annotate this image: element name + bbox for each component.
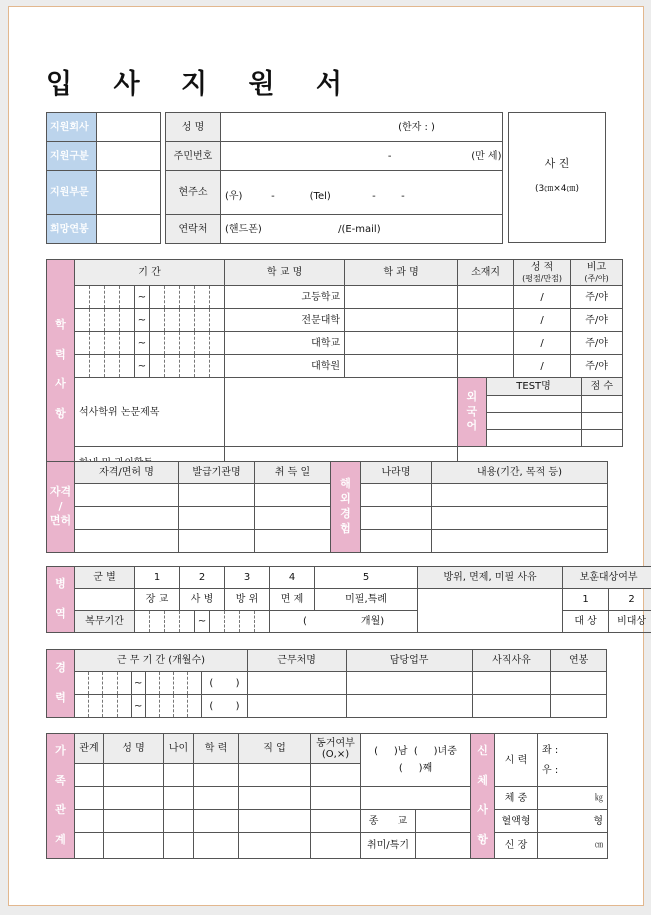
veteran-no[interactable]: 비대상 bbox=[609, 611, 651, 633]
school-header: 학 교 명 bbox=[225, 260, 345, 286]
veteran-header: 보훈대상여부 bbox=[563, 567, 651, 589]
service-months[interactable]: ( 개월) bbox=[270, 611, 418, 633]
relation-header: 관계 bbox=[75, 734, 104, 764]
annual-salary-header: 연봉 bbox=[551, 650, 607, 672]
unfulfilled-option[interactable]: 미필,특례 bbox=[315, 589, 418, 611]
military-table: 병 역 군 별 1 2 3 4 5 방위, 면제, 미필 사유 보훈대상여부 장 교 사 병 방 위 면 제 미필,특례 1 2 복무기간 ~ ( 개월) 대 상 비대상 bbox=[46, 566, 651, 633]
license-table bbox=[46, 461, 608, 553]
service-period-label: 복무기간 bbox=[75, 611, 135, 633]
salary-field[interactable] bbox=[97, 215, 161, 244]
military-type-label: 군 별 bbox=[75, 567, 135, 589]
religion-field[interactable] bbox=[416, 810, 471, 833]
thesis-field[interactable] bbox=[225, 378, 458, 447]
exemption-reason-header: 방위, 면제, 미필 사유 bbox=[418, 567, 563, 589]
exemption-reason-field[interactable] bbox=[418, 589, 563, 633]
foreign-side-label: 외 국 어 bbox=[458, 378, 486, 446]
country-header: 나라명 bbox=[361, 462, 432, 484]
rrn-label: 주민번호 bbox=[166, 142, 221, 171]
applicant-info-table bbox=[46, 112, 161, 244]
height-field[interactable]: ㎝ bbox=[538, 833, 608, 859]
tilde: ~ bbox=[135, 286, 150, 309]
period-header: 기 간 bbox=[75, 260, 225, 286]
overseas-content-header: 내용(기간, 목적 등) bbox=[432, 462, 608, 484]
rrn-dash: - bbox=[387, 150, 392, 162]
personal-info-table bbox=[165, 112, 503, 244]
department-field[interactable] bbox=[97, 171, 161, 215]
religion-label: 종 교 bbox=[361, 810, 416, 833]
name-label: 성 명 bbox=[166, 113, 221, 142]
family-edu-header: 학 력 bbox=[194, 734, 239, 764]
sibling-order[interactable]: ( )남 ( )녀중 ( )째 bbox=[361, 734, 471, 787]
grade-header: 성 적 (평점/만점) bbox=[514, 260, 571, 286]
family-job-header: 직 업 bbox=[239, 734, 311, 764]
exempt-option[interactable]: 면 제 bbox=[270, 589, 315, 611]
body-side-label: 신 체 사 항 bbox=[471, 734, 495, 859]
defense-option[interactable]: 방 위 bbox=[225, 589, 270, 611]
school-name-university[interactable]: 대학교 bbox=[225, 332, 345, 355]
vision-label: 시 력 bbox=[495, 734, 538, 787]
work-period-header: 근 무 기 간 (개월수) bbox=[75, 650, 247, 672]
weight-field[interactable]: ㎏ bbox=[538, 787, 608, 810]
contact-field[interactable]: (핸드폰) /(E-mail) bbox=[221, 215, 503, 244]
vision-field[interactable]: 좌 : 우 : bbox=[538, 734, 608, 787]
location-header: 소재지 bbox=[458, 260, 514, 286]
hobby-field[interactable] bbox=[416, 833, 471, 859]
education-row-highschool: ~ 고등학교 / 주/야 bbox=[47, 286, 623, 309]
blood-field[interactable]: 형 bbox=[538, 810, 608, 833]
school-name-highschool[interactable]: 고등학교 bbox=[225, 286, 345, 309]
foreign-language-table bbox=[458, 378, 622, 446]
name-field[interactable] bbox=[221, 113, 503, 142]
thesis-label: 석사학위 논문제목 bbox=[75, 378, 225, 447]
company-label: 지원회사 bbox=[47, 113, 97, 142]
issuer-header: 발급기관명 bbox=[179, 462, 255, 484]
employer-header: 근무처명 bbox=[247, 650, 346, 672]
education-side-label: 학 력 사 항 bbox=[47, 260, 75, 481]
address-label: 현주소 bbox=[166, 171, 221, 215]
officer-option[interactable]: 장 교 bbox=[135, 589, 180, 611]
soldier-option[interactable]: 사 병 bbox=[180, 589, 225, 611]
career-side-label: 경 력 bbox=[47, 650, 75, 718]
department-label: 지원부문 bbox=[47, 171, 97, 215]
education-row-graduate: ~ 대학원 / 주/야 bbox=[47, 355, 623, 378]
photo-size: (3㎝×4㎝) bbox=[534, 184, 580, 194]
major-header: 학 과 명 bbox=[345, 260, 458, 286]
duty-header: 담당업무 bbox=[346, 650, 472, 672]
veteran-yes[interactable]: 대 상 bbox=[563, 611, 609, 633]
family-name-header: 성 명 bbox=[104, 734, 164, 764]
school-name-college[interactable]: 전문대학 bbox=[225, 309, 345, 332]
form-title: 입 사 지 원 서 bbox=[46, 69, 359, 100]
hobby-label: 취미/특기 bbox=[361, 833, 416, 859]
contact-label: 연락처 bbox=[166, 215, 221, 244]
height-label: 신 장 bbox=[495, 833, 538, 859]
overseas-side-label: 해 외 경 험 bbox=[331, 462, 361, 553]
license-name-header: 자격/면허 명 bbox=[75, 462, 179, 484]
family-table bbox=[46, 733, 608, 859]
category-label: 지원구분 bbox=[47, 142, 97, 171]
category-field[interactable] bbox=[97, 142, 161, 171]
license-side-label: 자격 / 면허 bbox=[47, 462, 75, 553]
resign-reason-header: 사직사유 bbox=[472, 650, 551, 672]
name-hanja: (한자 : ) bbox=[398, 121, 435, 133]
age-field: (만 세) bbox=[471, 150, 502, 162]
career-table: 경 력 근 무 기 간 (개월수) 근무처명 담당업무 사직사유 연봉 ~ ( ) ~ ( ) bbox=[46, 649, 607, 718]
education-row-college: ~ 전문대학 / 주/야 bbox=[47, 309, 623, 332]
acquired-date-header: 취 득 일 bbox=[255, 462, 331, 484]
photo-box[interactable] bbox=[508, 112, 606, 243]
family-side-label: 가 족 관 계 bbox=[47, 734, 75, 859]
family-age-header: 나이 bbox=[164, 734, 194, 764]
cohabit-header: 동거여부 (O,×) bbox=[311, 734, 361, 764]
school-name-graduate[interactable]: 대학원 bbox=[225, 355, 345, 378]
test-name-header: TEST명 bbox=[486, 378, 581, 395]
weight-label: 체 중 bbox=[495, 787, 538, 810]
note-header: 비고 (주/야) bbox=[571, 260, 623, 286]
rrn-field[interactable] bbox=[221, 142, 503, 171]
blood-label: 혈액형 bbox=[495, 810, 538, 833]
education-row-university: ~ 대학교 / 주/야 bbox=[47, 332, 623, 355]
score-header: 점 수 bbox=[581, 378, 622, 395]
salary-label: 희망연봉 bbox=[47, 215, 97, 244]
military-side-label: 병 역 bbox=[47, 567, 75, 633]
address-field[interactable]: (우) - (Tel) - - bbox=[221, 171, 503, 215]
education-table bbox=[46, 259, 623, 481]
company-field[interactable] bbox=[97, 113, 161, 142]
photo-label: 사 진 bbox=[544, 157, 570, 170]
